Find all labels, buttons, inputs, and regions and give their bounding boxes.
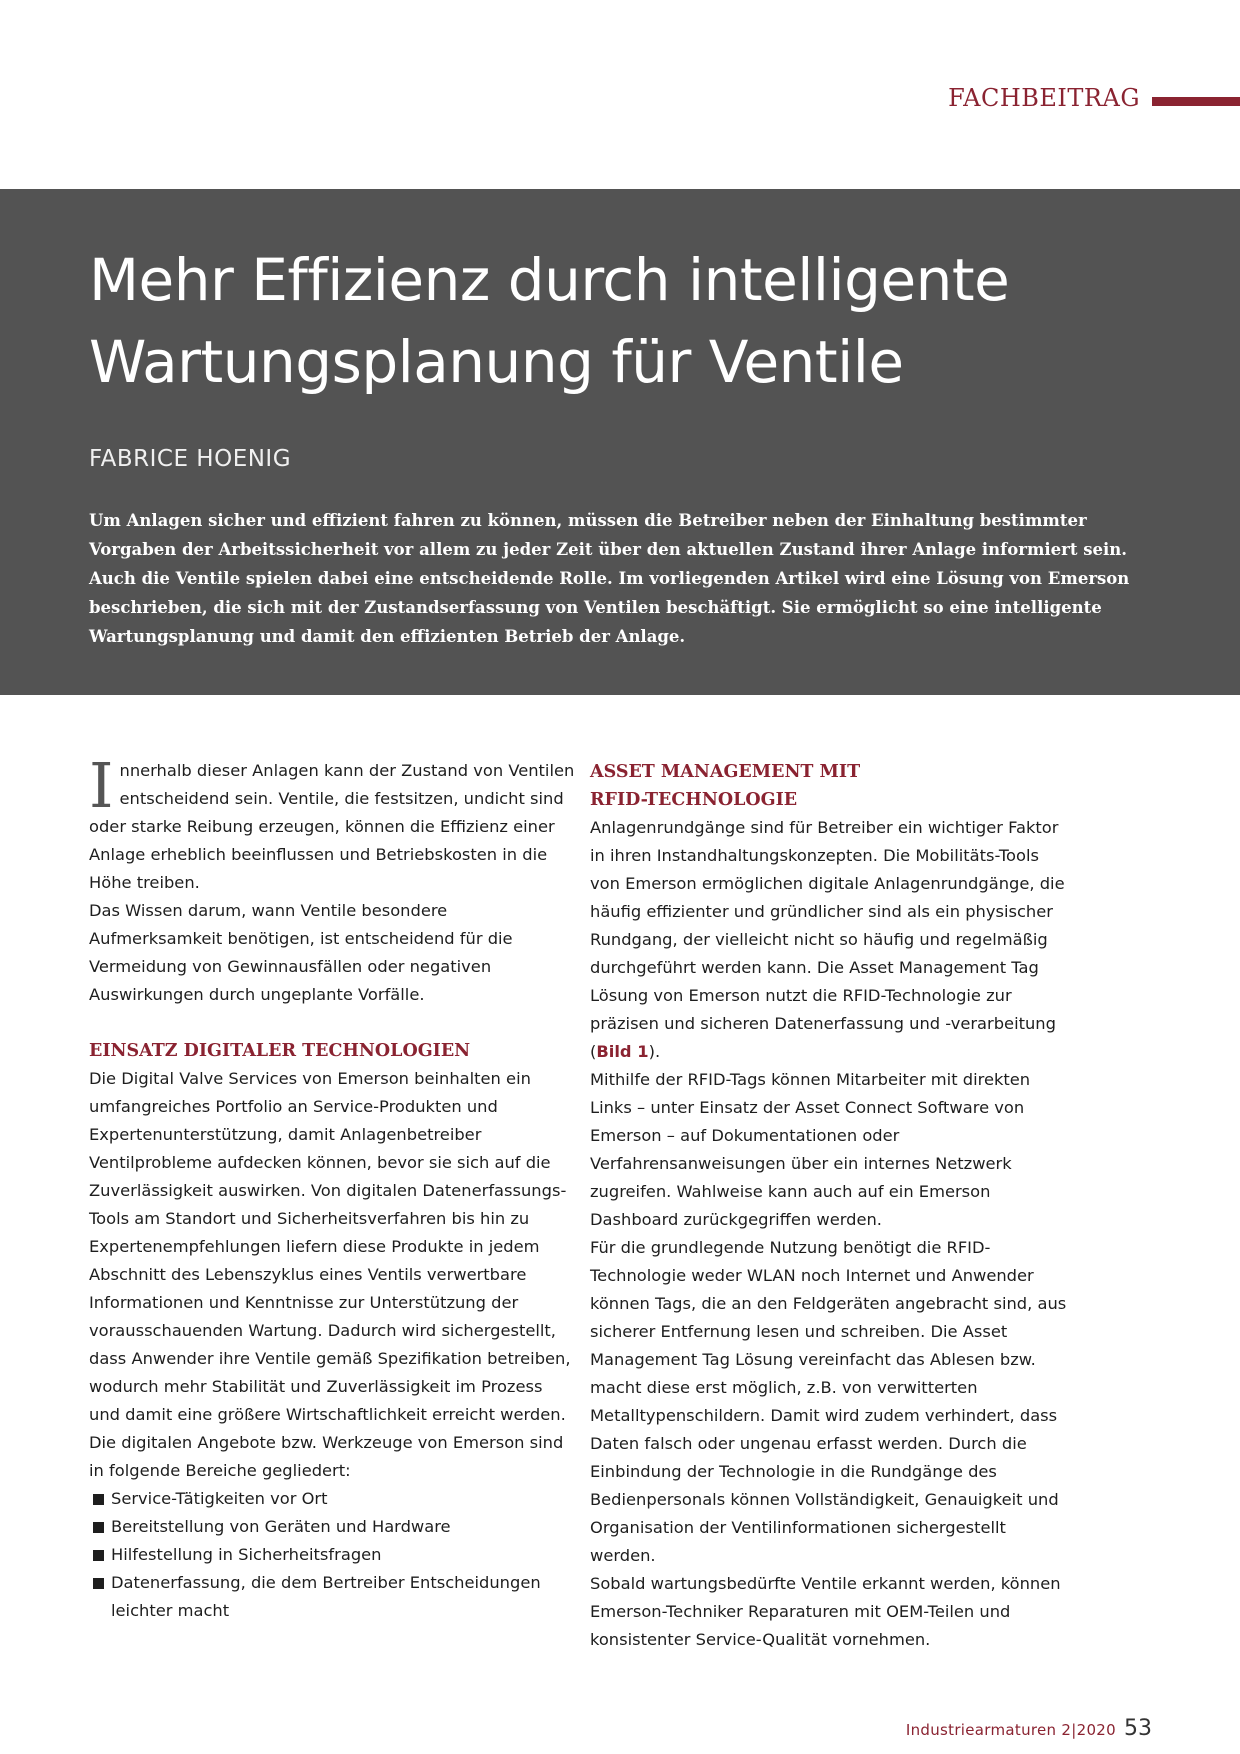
article-intro: Um Anlagen sicher und effizient fahren zu können, müssen die Betreiber neben der Einhaltung bestimmter Vorgaben der Arbeitssicherheit vor allem zu jeder Zeit über den aktuellen Zustand ihrer Anlage informiert sein. Auch die Ventile spielen dabei eine entscheidende Rolle. Im vorliegenden Artikel wird eine Lösung von Emerson beschrieben, die sich mit der Zustandserfassung von Ventilen beschäftigt. Sie ermöglicht so eine intelligente Wartungsplanung und damit den effizienten Betrieb der Anlage. — [89, 511, 1130, 646]
list-item: Bereitstellung von Geräten und Hardware — [89, 1513, 575, 1541]
article-title — [89, 239, 1209, 403]
paragraph-text: Anlagenrundgänge sind für Betreiber ein wichtiger Faktor in ihren Instandhaltungskonzepten. Die Mobilitäts-Tools von Emerson ermöglichen digitale Anlagenrundgänge, die häufig effizienter und gründlicher sind als ein physischer Rundgang, der vielleicht nicht so häufig und regelmäßig durchgeführt werden kann. Die Asset Management Tag Lösung von Emerson nutzt die RFID-Technologie zur präzisen und sicheren Datenerfassung und -verarbeitung ( — [590, 818, 1065, 1061]
heading-line-2: RFID-TECHNOLOGIE — [590, 790, 798, 810]
page-number: 53 — [1124, 1716, 1152, 1741]
paragraph: Für die grundlegende Nutzung benötigt die RFID-Technologie weder WLAN noch Internet und Anwender können Tags, die an den Feldgeräten angebracht sind, aus sicherer Entfernung lesen und schreiben. Die Asset Management Tag Lösung vereinfacht das Ablesen bzw. macht diese erst möglich, z.B. von verwitterten Metalltypenschildern. Damit wird zudem verhindert, dass Daten falsch oder ungenau erfasst werden. Durch die Einbindung der Technologie in die Rundgänge des Bedienpersonals können Vollständigkeit, Genauigkeit und Organisation der Ventilinformationen sichergestellt werden. — [590, 1238, 1067, 1565]
paragraph-intro — [89, 749, 575, 897]
bullet-list — [89, 1485, 575, 1625]
paragraph: Sobald wartungsbedürfte Ventile erkannt werden, können Emerson-Techniker Reparaturen mit OEM-Teilen und konsistenter Service-Qualität vornehmen. — [590, 1574, 1061, 1649]
article-header — [0, 189, 1240, 695]
left-column — [89, 749, 575, 1625]
list-item: Datenerfassung, die dem Bertreiber Entscheidungen leichter macht — [89, 1569, 575, 1625]
paragraph — [590, 814, 1072, 1066]
drop-cap: I — [89, 749, 114, 822]
article-author: FABRICE HOENIG — [89, 446, 292, 472]
section-heading-digital: EINSATZ DIGITALER TECHNOLOGIEN — [89, 1041, 471, 1061]
journal-name: Industriearmaturen 2|2020 — [905, 1721, 1116, 1739]
section-heading-asset — [590, 758, 1072, 814]
list-item: Hilfestellung in Sicherheitsfragen — [89, 1541, 575, 1569]
page-footer — [906, 1716, 1152, 1741]
heading-line-1: ASSET MANAGEMENT MIT — [590, 762, 861, 782]
list-item: Service-Tätigkeiten vor Ort — [89, 1485, 575, 1513]
paragraph: Die digitalen Angebote bzw. Werkzeuge von Emerson sind in folgende Bereiche gegliedert: — [89, 1433, 564, 1480]
title-line-1: Mehr Effizienz durch intelligente — [89, 246, 1010, 314]
paragraph: Mithilfe der RFID-Tags können Mitarbeiter mit direkten Links – unter Einsatz der Asset Connect Software von Emerson – auf Dokumentationen oder Verfahrensanweisungen über ein internes Netzwerk zugreifen. Wahlweise kann auch auf ein Emerson Dashboard zurückgegriffen werden. — [590, 1070, 1031, 1229]
paragraph: Das Wissen darum, wann Ventile besondere Aufmerksamkeit benötigen, ist entscheidend für die Vermeidung von Gewinnausfällen oder negativen Auswirkungen durch ungeplante Vorfälle. — [89, 901, 513, 1004]
paragraph: Die Digital Valve Services von Emerson beinhalten ein umfangreiches Portfolio an Service-Produkten und Expertenunterstützung, damit Anlagenbetreiber Ventilprobleme aufdecken können, bevor sie sich auf die Zuverlässigkeit auswirken. Von digitalen Datenerfassungs-Tools am Standort und Sicherheitsverfahren bis hin zu Expertenempfehlungen liefern diese Produkte in jedem Abschnitt des Lebenszyklus eines Ventils verwertbare Informationen und Kenntnisse zur Unterstützung der vorausschauenden Wartung. Dadurch wird sichergestellt, dass Anwender ihre Ventile gemäß Spezifikation betreiben, wodurch mehr Stabilität und Zuverlässigkeit im Prozess und damit eine größere Wirtschaftlichkeit erreicht werden. — [89, 1069, 571, 1424]
section-accent-bar — [1152, 97, 1240, 106]
section-tag: FACHBEITRAG — [948, 84, 1140, 112]
paragraph-intro-text: nnerhalb dieser Anlagen kann der Zustand von Ventilen entscheidend sein. Ventile, die festsitzen, undicht sind oder starke Reibung erzeugen, können die Effizienz einer Anlage erheblich beeinflussen und Betriebskosten in die Höhe treiben. — [89, 761, 575, 892]
paragraph-text-end: ). — [648, 1042, 661, 1061]
title-line-2: Wartungsplanung für Ventile — [89, 328, 904, 396]
right-column — [590, 758, 1072, 1654]
figure-reference-link[interactable]: Bild 1 — [596, 1042, 649, 1061]
